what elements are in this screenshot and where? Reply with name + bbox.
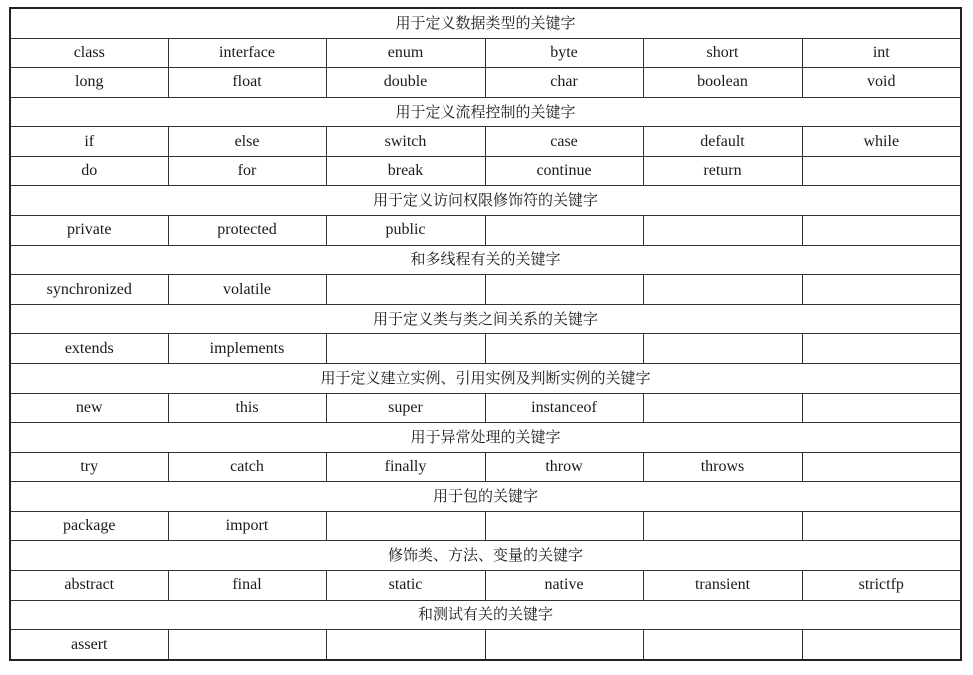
keyword-cell: while [802, 127, 961, 157]
keyword-row [10, 275, 961, 305]
keyword-cell: long [10, 68, 168, 98]
empty-cell [485, 275, 643, 305]
keyword-row [10, 511, 961, 541]
keyword-table [9, 7, 962, 661]
keyword-cell: abstract [10, 571, 168, 601]
keyword-table-body [10, 8, 961, 660]
keyword-cell: package [10, 511, 168, 541]
keyword-cell: super [326, 393, 485, 423]
keyword-cell: double [326, 68, 485, 98]
section-title: 修饰类、方法、变量的关键字 [10, 541, 961, 571]
empty-cell [643, 334, 802, 364]
section-title: 和测试有关的关键字 [10, 600, 961, 630]
keyword-cell: assert [10, 630, 168, 660]
keyword-cell: new [10, 393, 168, 423]
section-title: 用于异常处理的关键字 [10, 423, 961, 453]
empty-cell [643, 216, 802, 246]
section-title: 用于定义流程控制的关键字 [10, 97, 961, 127]
keyword-cell: this [168, 393, 326, 423]
keyword-cell: do [10, 156, 168, 186]
keyword-cell: protected [168, 216, 326, 246]
keyword-cell: finally [326, 452, 485, 482]
keyword-row [10, 216, 961, 246]
empty-cell [326, 275, 485, 305]
keyword-cell: int [802, 38, 961, 68]
empty-cell [802, 275, 961, 305]
empty-cell [485, 216, 643, 246]
section-title: 用于定义类与类之间关系的关键字 [10, 304, 961, 334]
keyword-cell: throw [485, 452, 643, 482]
keyword-row [10, 38, 961, 68]
keyword-row [10, 68, 961, 98]
keyword-cell: volatile [168, 275, 326, 305]
keyword-cell: implements [168, 334, 326, 364]
keyword-row [10, 452, 961, 482]
keyword-cell: strictfp [802, 571, 961, 601]
empty-cell [802, 630, 961, 660]
keyword-cell: default [643, 127, 802, 157]
empty-cell [643, 275, 802, 305]
empty-cell [802, 393, 961, 423]
empty-cell [643, 630, 802, 660]
section-title: 用于包的关键字 [10, 482, 961, 512]
keyword-cell: break [326, 156, 485, 186]
section-title: 和多线程有关的关键字 [10, 245, 961, 275]
section-header-row [10, 186, 961, 216]
empty-cell [485, 630, 643, 660]
section-header-row [10, 304, 961, 334]
keyword-row [10, 127, 961, 157]
keyword-cell: throws [643, 452, 802, 482]
keyword-cell: native [485, 571, 643, 601]
section-header-row [10, 541, 961, 571]
keyword-cell: short [643, 38, 802, 68]
keyword-cell: class [10, 38, 168, 68]
empty-cell [802, 156, 961, 186]
section-header-row [10, 600, 961, 630]
empty-cell [168, 630, 326, 660]
empty-cell [802, 334, 961, 364]
empty-cell [326, 334, 485, 364]
section-title: 用于定义数据类型的关键字 [10, 8, 961, 38]
keyword-cell: return [643, 156, 802, 186]
keyword-cell: else [168, 127, 326, 157]
keyword-cell: switch [326, 127, 485, 157]
keyword-cell: instanceof [485, 393, 643, 423]
keyword-cell: extends [10, 334, 168, 364]
section-title: 用于定义建立实例、引用实例及判断实例的关键字 [10, 363, 961, 393]
empty-cell [485, 511, 643, 541]
keyword-cell: catch [168, 452, 326, 482]
keyword-row [10, 156, 961, 186]
section-header-row [10, 97, 961, 127]
empty-cell [802, 511, 961, 541]
section-header-row [10, 423, 961, 453]
section-header-row [10, 363, 961, 393]
keyword-cell: float [168, 68, 326, 98]
keyword-cell: void [802, 68, 961, 98]
keyword-cell: private [10, 216, 168, 246]
keyword-cell: final [168, 571, 326, 601]
keyword-cell: transient [643, 571, 802, 601]
empty-cell [326, 630, 485, 660]
keyword-cell: try [10, 452, 168, 482]
keyword-cell: if [10, 127, 168, 157]
section-header-row [10, 482, 961, 512]
empty-cell [485, 334, 643, 364]
section-header-row [10, 8, 961, 38]
keyword-row [10, 393, 961, 423]
section-title: 用于定义访问权限修饰符的关键字 [10, 186, 961, 216]
keyword-cell: boolean [643, 68, 802, 98]
keyword-cell: case [485, 127, 643, 157]
empty-cell [643, 511, 802, 541]
keyword-cell: continue [485, 156, 643, 186]
empty-cell [802, 452, 961, 482]
keyword-row [10, 571, 961, 601]
keyword-cell: for [168, 156, 326, 186]
empty-cell [326, 511, 485, 541]
keyword-cell: char [485, 68, 643, 98]
keyword-cell: synchronized [10, 275, 168, 305]
keyword-row [10, 334, 961, 364]
keyword-cell: interface [168, 38, 326, 68]
empty-cell [643, 393, 802, 423]
keyword-cell: public [326, 216, 485, 246]
section-header-row [10, 245, 961, 275]
keyword-row [10, 630, 961, 660]
keyword-cell: enum [326, 38, 485, 68]
keyword-cell: static [326, 571, 485, 601]
keyword-cell: byte [485, 38, 643, 68]
empty-cell [802, 216, 961, 246]
keyword-cell: import [168, 511, 326, 541]
